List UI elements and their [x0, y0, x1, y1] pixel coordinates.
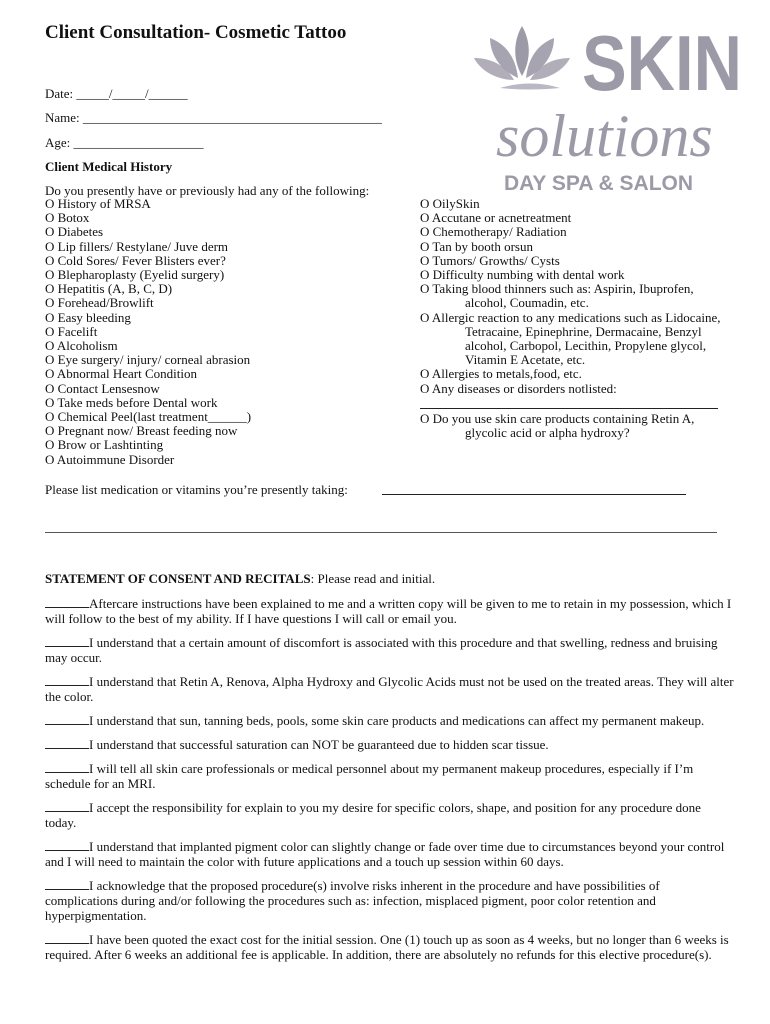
checklist-item-label: O Eye surgery/ injury/ corneal abrasion [45, 352, 251, 368]
checklist-item[interactable] [45, 325, 405, 339]
consent-statement [45, 713, 735, 728]
consent-list [45, 596, 735, 971]
checklist-item[interactable] [420, 197, 740, 211]
checklist-item-label: O Taking blood thinners such as: Aspirin, Ibuprofen, [420, 281, 694, 297]
checklist-item-continuation: alcohol, Carbopol, Lecithin, Propylene glycol, [465, 338, 707, 354]
checklist-item-label: O Brow or Lashtinting [45, 437, 164, 453]
checklist-item[interactable] [45, 438, 405, 452]
checklist-item[interactable] [420, 240, 740, 254]
initial-blank[interactable] [45, 932, 89, 944]
checklist-item-label: O Blepharoplasty (Eyelid surgery) [45, 267, 225, 283]
logo-solutions-text: solutions [496, 103, 713, 169]
checklist-item[interactable] [420, 282, 740, 310]
checklist-item[interactable] [45, 424, 405, 438]
checklist-item-label: O Lip fillers/ Restylane/ Juve derm [45, 238, 229, 254]
checklist-item[interactable] [45, 197, 405, 211]
consent-statement [45, 800, 735, 830]
checklist-item-label: O OilySkin [420, 196, 480, 211]
checklist-item-label: O Alcoholism [45, 338, 118, 354]
consent-heading [45, 571, 435, 587]
checklist-item-label: O Any diseases or disorders notlisted: [420, 380, 617, 396]
consent-statement-text: I understand that a certain amount of discomfort is associated with this procedure and that swelling, redness and bruising may occur. [45, 635, 718, 665]
consent-statement-text: I understand that successful saturation can NOT be guaranteed due to hidden scar tissue. [89, 737, 549, 752]
checklist-item-continuation: glycolic acid or alpha hydroxy? [465, 425, 630, 441]
consent-statement-text: I understand that sun, tanning beds, pools, some skin care products and medications can affect my permanent makeup. [89, 713, 705, 728]
checklist-item-label: O Do you use skin care products containing Retin A, [420, 410, 695, 426]
consent-statement [45, 761, 735, 791]
checklist-item-label: O Tumors/ Growths/ Cysts [420, 252, 560, 268]
checklist-item-continuation: alcohol, Coumadin, etc. [465, 295, 589, 311]
date-field[interactable]: Date: _____/_____/______ [45, 86, 188, 101]
checklist-item-label: O Botox [45, 210, 90, 226]
checklist-item[interactable] [45, 382, 405, 396]
initial-blank[interactable] [45, 761, 89, 773]
initial-blank[interactable] [45, 674, 89, 686]
consent-statement [45, 674, 735, 704]
checklist-item[interactable] [45, 282, 405, 296]
checklist-item-label: O Accutane or acnetreatment [420, 210, 572, 226]
initial-blank[interactable] [45, 737, 89, 749]
checklist-item[interactable] [45, 240, 405, 254]
medication-prompt: Please list medication or vitamins you’re presently taking: [45, 482, 348, 497]
checklist-item[interactable] [420, 211, 740, 225]
checklist-item-label: O Chemotherapy/ Radiation [420, 224, 567, 240]
checklist-item-label: O Diabetes [45, 224, 104, 240]
checklist-item-label: O Contact Lensesnow [45, 380, 160, 396]
checklist-item[interactable] [420, 268, 740, 282]
checklist-item-label: O Chemical Peel(last treatment______) [45, 409, 252, 425]
skin-solutions-logo [470, 18, 755, 198]
consent-statement-text: Aftercare instructions have been explained to me and a written copy will be given to me to retain in my possession, which I will follow to the best of my ability. If I have questions I will call or email you. [45, 596, 732, 626]
checklist-item[interactable] [45, 410, 405, 424]
medication-extra-line[interactable] [45, 532, 717, 533]
page-title: Client Consultation- Cosmetic Tattoo [45, 22, 347, 43]
checklist-item[interactable] [45, 311, 405, 325]
checklist-item-label: O Allergies to metals,food, etc. [420, 366, 582, 382]
checklist-item[interactable] [45, 339, 405, 353]
checklist-item[interactable] [45, 254, 405, 268]
consent-statement-text: I understand that implanted pigment color can slightly change or fade over time due to circumstances beyond your control and I will need to maintain the color with future applications and a touch up session within 60 days. [45, 839, 725, 869]
initial-blank[interactable] [45, 596, 89, 608]
checklist-item-label: O Tan by booth orsun [420, 238, 533, 254]
checklist-item-label: O Autoimmune Disorder [45, 451, 175, 467]
checklist-item-label: O History of MRSA [45, 196, 151, 211]
checklist-item[interactable] [420, 311, 740, 368]
checklist-item-continuation: Vitamin E Acetate, etc. [465, 352, 586, 368]
checklist-item-label: O Forehead/Browlift [45, 295, 154, 311]
checklist-item[interactable] [420, 367, 740, 381]
lotus-icon [474, 26, 570, 90]
medical-history-left-column [45, 197, 405, 467]
checklist-item-label: O Easy bleeding [45, 309, 131, 325]
name-field[interactable]: Name: ______________________________________________ [45, 110, 382, 125]
consent-statement-text: I will tell all skin care professionals or medical personnel about my permanent makeup procedures, especially if I’m schedule for an MRI. [45, 761, 694, 791]
checklist-item-label: O Difficulty numbing with dental work [420, 267, 625, 283]
checklist-item-label: O Hepatitis (A, B, C, D) [45, 281, 173, 297]
checklist-item[interactable] [45, 353, 405, 367]
consent-statement [45, 635, 735, 665]
initial-blank[interactable] [45, 839, 89, 851]
checklist-item-label: O Take meds before Dental work [45, 394, 218, 410]
checklist-item[interactable] [420, 225, 740, 239]
checklist-item-label: O Cold Sores/ Fever Blisters ever? [45, 252, 226, 268]
checklist-item[interactable] [45, 453, 405, 467]
initial-blank[interactable] [45, 878, 89, 890]
checklist-item[interactable] [45, 396, 405, 410]
checklist-item[interactable] [45, 225, 405, 239]
checklist-item[interactable] [45, 211, 405, 225]
medical-history-heading: Client Medical History [45, 159, 173, 174]
consent-statement [45, 932, 735, 962]
consent-statement [45, 737, 735, 752]
checklist-item-continuation: Tetracaine, Epinephrine, Dermacaine, Benzyl [465, 323, 702, 339]
logo-tagline: DAY SPA & SALON [504, 172, 694, 195]
initial-blank[interactable] [45, 800, 89, 812]
consent-statement [45, 839, 735, 869]
checklist-item-label: O Facelift [45, 323, 98, 339]
checklist-item[interactable] [45, 367, 405, 381]
initial-blank[interactable] [45, 635, 89, 647]
medication-input-line[interactable] [382, 494, 686, 495]
checklist-item[interactable] [420, 382, 740, 396]
consent-heading-instruction: : Please read and initial. [310, 571, 436, 586]
initial-blank[interactable] [45, 713, 89, 725]
checklist-item-label: O Allergic reaction to any medications such as Lidocaine, [420, 309, 721, 325]
consent-statement [45, 596, 735, 626]
consent-statement-text: I acknowledge that the proposed procedure(s) involve risks inherent in the procedure and have possibilities of complications during and/or following the procedures such as: infection, misplaced pigment, poor color retention and hyperpigmentation. [45, 878, 660, 923]
checklist-item[interactable] [45, 296, 405, 310]
consent-statement-text: I understand that Retin A, Renova, Alpha Hydroxy and Glycolic Acids must not be used on the treated areas. They will alter the color. [45, 674, 734, 704]
consent-statement-text: I have been quoted the exact cost for the initial session. One (1) touch up as soon as 4 weeks, but no longer than 6 weeks is required. After 6 weeks an additional fee is applicable. In addition, there are absolutely no refunds for this elective procedure(s). [45, 932, 729, 962]
checklist-item[interactable] [420, 254, 740, 268]
age-field[interactable]: Age: ____________________ [45, 135, 204, 150]
checklist-item-label: O Pregnant now/ Breast feeding now [45, 423, 238, 439]
other-diseases-input-line[interactable] [420, 396, 718, 409]
logo-skin-text: SKIN [582, 19, 742, 107]
checklist-item[interactable] [45, 268, 405, 282]
medical-history-question: Do you presently have or previously had any of the following: [45, 183, 370, 198]
medical-history-right-column [420, 197, 740, 440]
consent-statement [45, 878, 735, 923]
checklist-item-label: O Abnormal Heart Condition [45, 366, 198, 382]
checklist-item[interactable] [420, 412, 740, 440]
consent-heading-title: STATEMENT OF CONSENT AND RECITALS [45, 571, 311, 586]
consent-statement-text: I accept the responsibility for explain to you my desire for specific colors, shape, and position for any procedure done today. [45, 800, 701, 830]
